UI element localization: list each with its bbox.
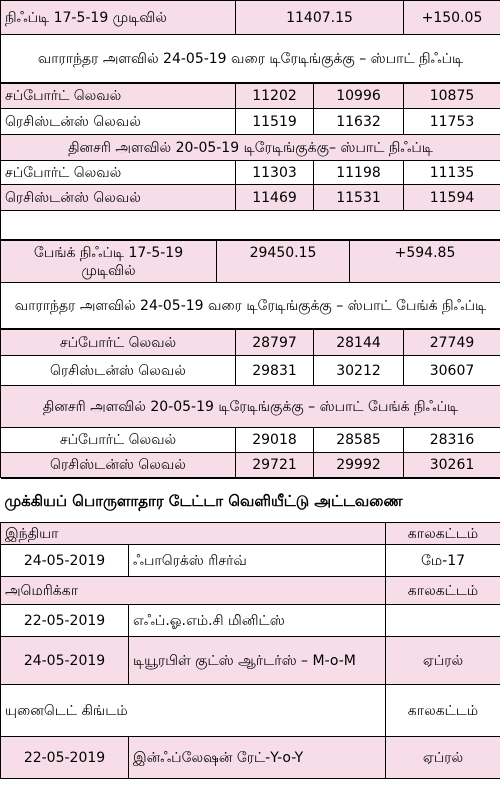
- row-label: சப்போர்ட் லெவல்: [1, 330, 236, 356]
- level-value: 11519: [236, 109, 314, 135]
- calendar-table: [0, 478, 500, 779]
- bank-nifty-weekly-title-row: [1, 283, 500, 329]
- nifty-table: [0, 0, 500, 83]
- level-value: 30261: [404, 453, 500, 478]
- nifty-weekly-resistance-row: [1, 109, 500, 135]
- calendar-section-india: [1, 523, 500, 545]
- nifty-daily-resistance-row: [1, 185, 500, 211]
- event-date: 24-05-2019: [1, 545, 129, 577]
- level-value: 29018: [236, 428, 314, 453]
- nifty-daily-support-row: [1, 161, 500, 185]
- period-header: காலகட்டம்: [386, 685, 500, 737]
- level-value: 11303: [236, 161, 314, 185]
- calendar-title: முக்கியப் பொருளாதார டேட்டா வெளியீட்டு அட்டவணை: [1, 479, 500, 523]
- bank-nifty-close-row: [1, 241, 500, 283]
- spacer-cell: [1, 211, 500, 240]
- calendar-section-usa: [1, 577, 500, 605]
- row-label: சப்போர்ட் லெவல்: [1, 428, 236, 453]
- row-label: ரெசிஸ்டன்ஸ் லெவல்: [1, 356, 236, 386]
- bank-nifty-weekly-resistance-row: [1, 356, 500, 386]
- event-date: 22-05-2019: [1, 605, 129, 637]
- period-header: காலகட்டம்: [386, 523, 500, 545]
- calendar-row: [1, 545, 500, 577]
- level-value: 11135: [404, 161, 500, 185]
- level-value: 27749: [404, 330, 500, 356]
- event-date: 24-05-2019: [1, 637, 129, 685]
- calendar-row: [1, 637, 500, 685]
- nifty-levels-table: [0, 83, 500, 240]
- nifty-daily-title: தினசரி அளவில் 20-05-19 டிரேடிங்குக்கு– ஸ்பாட் நிஃப்டி: [1, 135, 500, 161]
- nifty-weekly-title-row: [1, 35, 500, 83]
- level-value: 11202: [236, 84, 314, 109]
- spacer-row: [1, 211, 500, 240]
- calendar-row: [1, 605, 500, 637]
- level-value: 30607: [404, 356, 500, 386]
- level-value: 11469: [236, 185, 314, 211]
- level-value: 11753: [404, 109, 500, 135]
- country-label: யுனைடெட் கிங்டம்: [1, 685, 386, 737]
- event-name: டியூரபிள் குட்ஸ் ஆர்டர்ஸ் – M-o-M: [129, 637, 386, 685]
- nifty-close-value: 11407.15: [236, 1, 404, 35]
- nifty-close-label: நிஃப்டி 17-5-19 முடிவில்: [1, 1, 236, 35]
- row-label: ரெசிஸ்டன்ஸ் லெவல்: [1, 185, 236, 211]
- bank-nifty-table: [0, 240, 500, 329]
- row-label: சப்போர்ட் லெவல்: [1, 161, 236, 185]
- nifty-close-row: [1, 1, 500, 35]
- level-value: 11594: [404, 185, 500, 211]
- nifty-weekly-title: வாராந்தர அளவில் 24-05-19 வரை டிரேடிங்குக்கு – ஸ்பாட் நிஃப்டி: [1, 35, 500, 83]
- event-period: [386, 605, 500, 637]
- calendar-title-row: [1, 479, 500, 523]
- event-period: ஏப்ரல்: [386, 737, 500, 779]
- bank-nifty-weekly-title: வாராந்தர அளவில் 24-05-19 வரை டிரேடிங்குக்கு – ஸ்பாட் பேங்க் நிஃப்டி: [1, 283, 500, 329]
- row-label: ரெசிஸ்டன்ஸ் லெவல்: [1, 109, 236, 135]
- calendar-section-uk: [1, 685, 500, 737]
- event-period: ஏப்ரல்: [386, 637, 500, 685]
- country-label: இந்தியா: [1, 523, 386, 545]
- nifty-daily-title-row: [1, 135, 500, 161]
- level-value: 28316: [404, 428, 500, 453]
- level-value: 11632: [314, 109, 404, 135]
- event-date: 22-05-2019: [1, 737, 129, 779]
- level-value: 10996: [314, 84, 404, 109]
- level-value: 28797: [236, 330, 314, 356]
- bank-nifty-daily-title: தினசரி அளவில் 20-05-19 டிரேடிங்குக்கு – ஸ்பாட் பேங்க் நிஃப்டி: [1, 386, 500, 428]
- bank-nifty-daily-title-row: [1, 386, 500, 428]
- level-value: 28144: [314, 330, 404, 356]
- row-label: சப்போர்ட் லெவல்: [1, 84, 236, 109]
- level-value: 11198: [314, 161, 404, 185]
- level-value: 28585: [314, 428, 404, 453]
- bank-nifty-levels-table: [0, 329, 500, 478]
- bank-nifty-weekly-support-row: [1, 330, 500, 356]
- country-label: அமெரிக்கா: [1, 577, 386, 605]
- nifty-close-change: +150.05: [404, 1, 500, 35]
- row-label: ரெசிஸ்டன்ஸ் லெவல்: [1, 453, 236, 478]
- calendar-row: [1, 737, 500, 779]
- bank-nifty-daily-support-row: [1, 428, 500, 453]
- event-period: மே-17: [386, 545, 500, 577]
- level-value: 29831: [236, 356, 314, 386]
- event-name: இன்ஃப்லேஷன் ரேட்-Y-o-Y: [129, 737, 386, 779]
- bank-nifty-close-value: 29450.15: [217, 241, 350, 283]
- bank-nifty-close-label: பேங்க் நிஃப்டி 17-5-19 முடிவில்: [1, 241, 217, 283]
- event-name: எஃப்.ஓ.எம்.சி மினிட்ஸ்: [129, 605, 386, 637]
- period-header: காலகட்டம்: [386, 577, 500, 605]
- level-value: 29992: [314, 453, 404, 478]
- bank-nifty-daily-resistance-row: [1, 453, 500, 478]
- level-value: 10875: [404, 84, 500, 109]
- nifty-weekly-support-row: [1, 84, 500, 109]
- event-name: ஃபாரெக்ஸ் ரிசர்வ்: [129, 545, 386, 577]
- level-value: 29721: [236, 453, 314, 478]
- level-value: 30212: [314, 356, 404, 386]
- level-value: 11531: [314, 185, 404, 211]
- bank-nifty-close-change: +594.85: [350, 241, 500, 283]
